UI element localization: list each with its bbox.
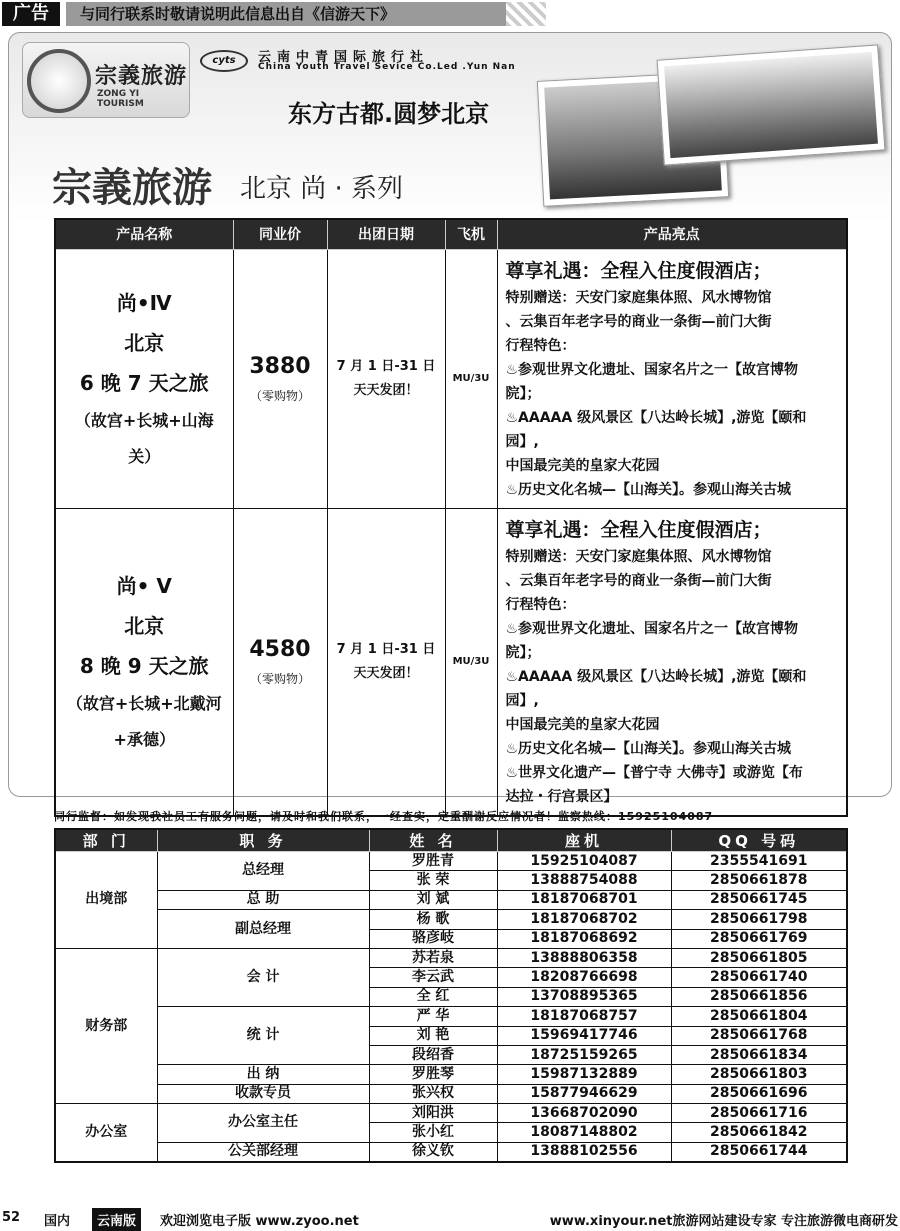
phone: 18187068757 bbox=[497, 1007, 671, 1026]
page-footer bbox=[0, 1206, 900, 1230]
qq: 2850661716 bbox=[671, 1104, 847, 1123]
qq: 2850661744 bbox=[671, 1142, 847, 1161]
col-header: 职 务 bbox=[157, 829, 369, 852]
table-row bbox=[55, 508, 847, 816]
staff-name: 刘阳洪 bbox=[369, 1104, 497, 1123]
table-row bbox=[55, 1065, 847, 1084]
table-row bbox=[55, 910, 847, 929]
brand-title: 宗義旅游 bbox=[52, 165, 212, 211]
phone: 15925104087 bbox=[497, 852, 671, 871]
page-number: 52 bbox=[2, 1210, 21, 1225]
staff-name: 张 荣 bbox=[369, 871, 497, 890]
phone: 18187068701 bbox=[497, 890, 671, 909]
qq: 2850661878 bbox=[671, 871, 847, 890]
department: 财务部 bbox=[55, 948, 157, 1103]
phone: 18087148802 bbox=[497, 1123, 671, 1142]
departure-date: 7 月 1 日-31 日 天天发团！ bbox=[327, 508, 445, 816]
footer-right-text: www.xinyour.net旅游网站建设专家 专注旅游微电商研发 bbox=[549, 1214, 898, 1229]
section-label: 国内 bbox=[44, 1214, 71, 1229]
qq: 2850661842 bbox=[671, 1123, 847, 1142]
position: 出 纳 bbox=[157, 1065, 369, 1084]
cyts-logo-icon: cyts bbox=[200, 50, 248, 72]
col-header: 飞机 bbox=[445, 219, 497, 249]
position: 统 计 bbox=[157, 1007, 369, 1065]
staff-name: 张兴权 bbox=[369, 1084, 497, 1103]
phone: 15877946629 bbox=[497, 1084, 671, 1103]
col-header: 部 门 bbox=[55, 829, 157, 852]
position: 副总经理 bbox=[157, 910, 369, 949]
phone: 15987132889 bbox=[497, 1065, 671, 1084]
supervision-notice: 同行监督：如发现我社员工有服务问题，请及时和我们联系，一经查实，定重酬谢反应情况者！监察热线：15925104087 bbox=[54, 810, 714, 823]
zongyi-logo bbox=[22, 42, 190, 118]
department: 出境部 bbox=[55, 852, 157, 949]
col-header: 座机 bbox=[497, 829, 671, 852]
staff-name: 苏若泉 bbox=[369, 948, 497, 967]
airline: MU/3U bbox=[445, 249, 497, 508]
position: 总 助 bbox=[157, 890, 369, 909]
qq: 2850661834 bbox=[671, 1045, 847, 1064]
table-row bbox=[55, 1104, 847, 1123]
product-price: 4580 （零购物） bbox=[233, 508, 327, 816]
product-name: 尚•Ⅳ 北京 6 晚 7 天之旅 （故宫+长城+山海 关） bbox=[55, 249, 233, 508]
footprint-globe-icon bbox=[27, 49, 91, 113]
qq: 2850661745 bbox=[671, 890, 847, 909]
table-row bbox=[55, 890, 847, 909]
col-header: 产品亮点 bbox=[497, 219, 847, 249]
staff-name: 段绍香 bbox=[369, 1045, 497, 1064]
col-header: 产品名称 bbox=[55, 219, 233, 249]
decorative-pattern bbox=[506, 2, 546, 26]
department: 办公室 bbox=[55, 1104, 157, 1162]
staff-contact-table bbox=[54, 828, 848, 1163]
tour-product-table bbox=[54, 218, 848, 817]
phone: 18725159265 bbox=[497, 1045, 671, 1064]
table-row bbox=[55, 1142, 847, 1161]
qq: 2850661803 bbox=[671, 1065, 847, 1084]
qq: 2850661798 bbox=[671, 910, 847, 929]
phone: 15969417746 bbox=[497, 1026, 671, 1045]
ad-label: 广告 bbox=[2, 2, 60, 26]
staff-name: 骆彦岐 bbox=[369, 929, 497, 948]
agency-name-cn: 云南中青国际旅行社 bbox=[258, 50, 430, 65]
staff-name: 徐义钦 bbox=[369, 1142, 497, 1161]
staff-name: 刘 斌 bbox=[369, 890, 497, 909]
table-row bbox=[55, 1007, 847, 1026]
phone: 13888754088 bbox=[497, 871, 671, 890]
table-row bbox=[55, 1084, 847, 1103]
table-row bbox=[55, 249, 847, 508]
qq: 2355541691 bbox=[671, 852, 847, 871]
col-header: 出团日期 bbox=[327, 219, 445, 249]
phone: 13888806358 bbox=[497, 948, 671, 967]
qq: 2850661740 bbox=[671, 968, 847, 987]
position: 总经理 bbox=[157, 852, 369, 891]
notice-text: 与同行联系时敬请说明此信息出自《信游天下》 bbox=[66, 2, 506, 26]
product-highlights: 尊享礼遇：全程入住度假酒店； 特别赠送：天安门家庭集体照、风水博物馆 、云集百年老字号的商业一条街—前门大街 行程特色： ♨参观世界文化遗址、国家名片之一【故宫博物 院】； ♨AAAAA 级风景区【八达岭长城】,游览【颐和园】, 中国最完美的皇家大花园 ♨历史文化名城—【山海关】。参观山海关古城 ♨世界文化遗产—【普宁寺 大佛寺】或游览【布 达拉・行宫景区】 bbox=[497, 508, 847, 816]
logo-en: ZONG YI TOURISM bbox=[97, 89, 144, 109]
qq: 2850661856 bbox=[671, 987, 847, 1006]
phone: 18187068692 bbox=[497, 929, 671, 948]
qq: 2850661804 bbox=[671, 1007, 847, 1026]
position: 公关部经理 bbox=[157, 1142, 369, 1161]
col-header: QQ 号码 bbox=[671, 829, 847, 852]
position: 会 计 bbox=[157, 948, 369, 1006]
position: 收款专员 bbox=[157, 1084, 369, 1103]
departure-date: 7 月 1 日-31 日 天天发团！ bbox=[327, 249, 445, 508]
qq: 2850661696 bbox=[671, 1084, 847, 1103]
slogan: 东方古都.圆梦北京 bbox=[288, 100, 490, 128]
staff-name: 杨 歌 bbox=[369, 910, 497, 929]
staff-name: 刘 艳 bbox=[369, 1026, 497, 1045]
browse-link[interactable]: 欢迎浏览电子版 www.zyoo.net bbox=[160, 1214, 359, 1229]
staff-name: 罗胜琴 bbox=[369, 1065, 497, 1084]
product-highlights: 尊享礼遇：全程入住度假酒店； 特别赠送：天安门家庭集体照、风水博物馆 、云集百年老字号的商业一条街—前门大街 行程特色： ♨参观世界文化遗址、国家名片之一【故宫博物 院】； ♨AAAAA 级风景区【八达岭长城】,游览【颐和园】, 中国最完美的皇家大花园 ♨历史文化名城—【山海关】。参观山海关古城 bbox=[497, 249, 847, 508]
col-header: 同业价 bbox=[233, 219, 327, 249]
qq: 2850661805 bbox=[671, 948, 847, 967]
series-title: 北京 尚 · 系列 bbox=[240, 174, 404, 204]
product-price: 3880 （零购物） bbox=[233, 249, 327, 508]
logo-cn: 宗義旅游 bbox=[95, 64, 188, 89]
position: 办公室主任 bbox=[157, 1104, 369, 1143]
staff-name: 李云武 bbox=[369, 968, 497, 987]
qq: 2850661768 bbox=[671, 1026, 847, 1045]
phone: 13888102556 bbox=[497, 1142, 671, 1161]
phone: 18187068702 bbox=[497, 910, 671, 929]
staff-name: 罗胜青 bbox=[369, 852, 497, 871]
staff-name: 张小红 bbox=[369, 1123, 497, 1142]
region-label: 云南版 bbox=[92, 1208, 141, 1231]
table-row bbox=[55, 948, 847, 967]
phone: 18208766698 bbox=[497, 968, 671, 987]
phone: 13668702090 bbox=[497, 1104, 671, 1123]
col-header: 姓 名 bbox=[369, 829, 497, 852]
agency-name-en: China Youth Travel Sevice Co.Led .Yun Nan bbox=[258, 62, 516, 72]
product-name: 尚• Ⅴ 北京 8 晚 9 天之旅 （故宫+长城+北戴河 +承德） bbox=[55, 508, 233, 816]
staff-name: 严 华 bbox=[369, 1007, 497, 1026]
qq: 2850661769 bbox=[671, 929, 847, 948]
birds-nest-photo bbox=[657, 44, 886, 165]
table-row bbox=[55, 852, 847, 871]
phone: 13708895365 bbox=[497, 987, 671, 1006]
airline: MU/3U bbox=[445, 508, 497, 816]
top-banner bbox=[0, 0, 900, 28]
staff-name: 全 红 bbox=[369, 987, 497, 1006]
